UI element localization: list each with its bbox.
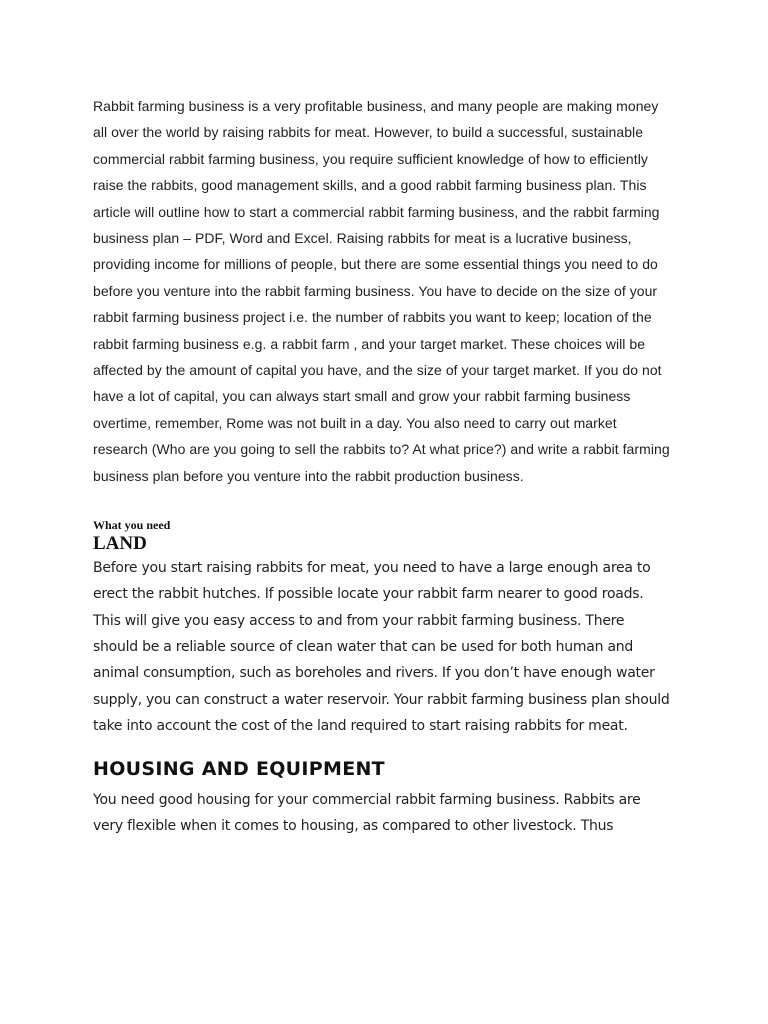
section-label-what-you-need: What you need xyxy=(93,518,171,533)
land-paragraph: Before you start raising rabbits for meat, you need to have a large enough area to erect the rabbit hutches. If possible locate your rabbit farm nearer to good roads. This will give you easy access to and from your rabbit farming business. There should be a reliable source of clean water that can be used for both human and animal consumption, such as boreholes and rivers. If you don’t have enough water supply, you can construct a water reservoir. Your rabbit farming business plan should take into account the cost of the land required to start raising rabbits for meat. xyxy=(93,560,670,734)
intro-paragraph: Rabbit farming business is a very profitable business, and many people are making money all over the world by raising rabbits for meat. However, to build a successful, sustainable commercial rabbit farming business, you require sufficient knowledge of how to efficiently raise the rabbits, good management skills, and a good rabbit farming business plan. This article will outline how to start a commercial rabbit farming business, and the rabbit farming business plan – PDF, Word and Excel. Raising rabbits for meat is a lucrative business, providing income for millions of people, but there are some essential things you need to do before you venture into the rabbit farming business. You have to decide on the size of your rabbit farming business project i.e. the number of rabbits you want to keep; location of the rabbit farming business e.g. a rabbit farm , and your target market. These choices will be affected by the amount of capital you have, and the size of your target market. If you do not have a lot of capital, you can always start small and grow your rabbit farming business overtime, remember, Rome was not built in a day. You also need to carry out market research (Who are you going to sell the rabbits to? At what price?) and write a rabbit farming business plan before you venture into the rabbit production business. xyxy=(93,98,670,484)
land-heading: LAND xyxy=(93,533,147,555)
housing-heading: HOUSING AND EQUIPMENT xyxy=(93,758,385,781)
document-page xyxy=(93,93,673,840)
housing-paragraph: You need good housing for your commercial rabbit farming business. Rabbits are very flexible when it comes to housing, as compared to other livestock. Thus xyxy=(93,792,641,835)
